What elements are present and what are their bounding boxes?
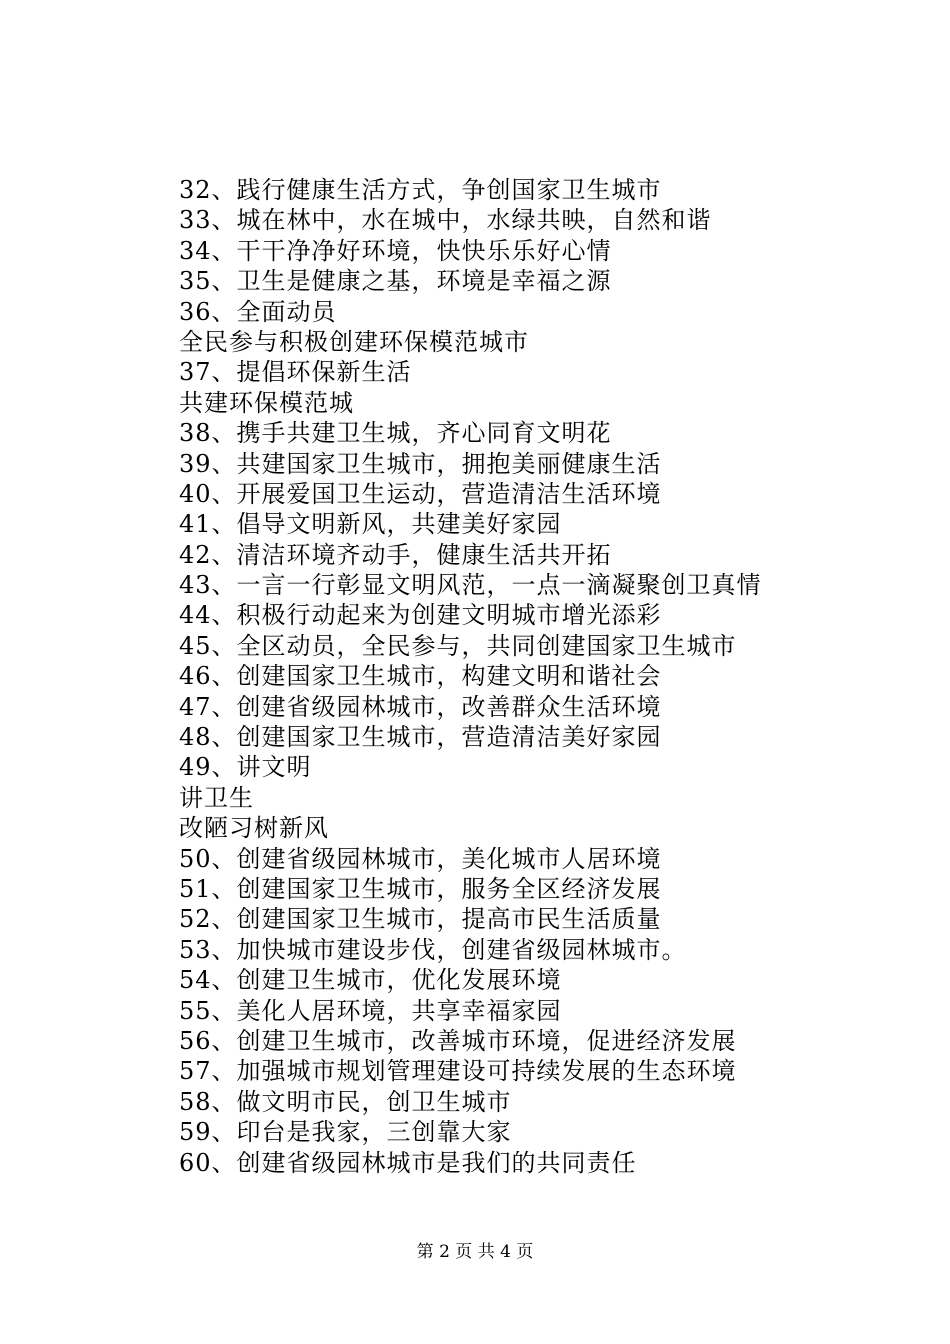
text-line: 42、清洁环境齐动手，健康生活共开拓 <box>179 540 612 569</box>
text-line: 46、创建国家卫生城市，构建文明和谐社会 <box>179 662 662 691</box>
text-line: 55、美化人居环境，共享幸福家园 <box>179 996 562 1025</box>
text-line: 58、做文明市民，创卫生城市 <box>179 1087 512 1116</box>
text-line: 47、创建省级园林城市，改善群众生活环境 <box>179 692 662 721</box>
page-number-footer: 第 2 页 共 4 页 <box>416 1242 534 1262</box>
text-line: 60、创建省级园林城市是我们的共同责任 <box>179 1148 637 1177</box>
text-line: 50、创建省级园林城市，美化城市人居环境 <box>179 844 662 873</box>
text-line: 40、开展爱国卫生运动，营造清洁生活环境 <box>179 479 662 508</box>
text-line: 48、创建国家卫生城市，营造清洁美好家园 <box>179 723 662 752</box>
text-line: 49、讲文明 <box>179 753 312 782</box>
text-line: 全民参与积极创建环保模范城市 <box>179 327 529 356</box>
text-line: 38、携手共建卫生城，齐心同育文明花 <box>179 419 612 448</box>
text-line: 52、创建国家卫生城市，提高市民生活质量 <box>179 905 662 934</box>
text-line: 32、践行健康生活方式，争创国家卫生城市 <box>179 176 662 204</box>
text-line: 54、创建卫生城市，优化发展环境 <box>179 966 562 995</box>
document-body <box>179 175 899 1178</box>
text-line: 51、创建国家卫生城市，服务全区经济发展 <box>179 874 662 903</box>
text-line: 37、提倡环保新生活 <box>179 358 412 387</box>
text-line: 53、加快城市建设步伐，创建省级园林城市。 <box>179 935 687 964</box>
text-line: 56、创建卫生城市，改善城市环境，促进经济发展 <box>179 1026 737 1055</box>
text-line: 35、卫生是健康之基，环境是幸福之源 <box>179 267 612 296</box>
text-line: 33、城在林中，水在城中，水绿共映，自然和谐 <box>179 206 712 235</box>
text-line: 讲卫生 <box>179 783 254 812</box>
text-line: 44、积极行动起来为创建文明城市增光添彩 <box>179 601 662 630</box>
text-line: 43、一言一行彰显文明风范，一点一滴凝聚创卫真情 <box>179 571 762 600</box>
text-line: 共建环保模范城 <box>179 388 354 417</box>
text-line: 57、加强城市规划管理建设可持续发展的生态环境 <box>179 1057 737 1086</box>
text-line: 39、共建国家卫生城市，拥抱美丽健康生活 <box>179 449 662 478</box>
text-line: 改陋习树新风 <box>179 814 329 843</box>
text-line: 59、印台是我家，三创靠大家 <box>179 1118 512 1147</box>
text-line: 36、全面动员 <box>179 297 337 326</box>
text-line: 45、全区动员，全民参与，共同创建国家卫生城市 <box>179 631 737 660</box>
text-line: 34、干干净净好环境，快快乐乐好心情 <box>179 236 612 265</box>
text-line: 41、倡导文明新风，共建美好家园 <box>179 510 562 539</box>
